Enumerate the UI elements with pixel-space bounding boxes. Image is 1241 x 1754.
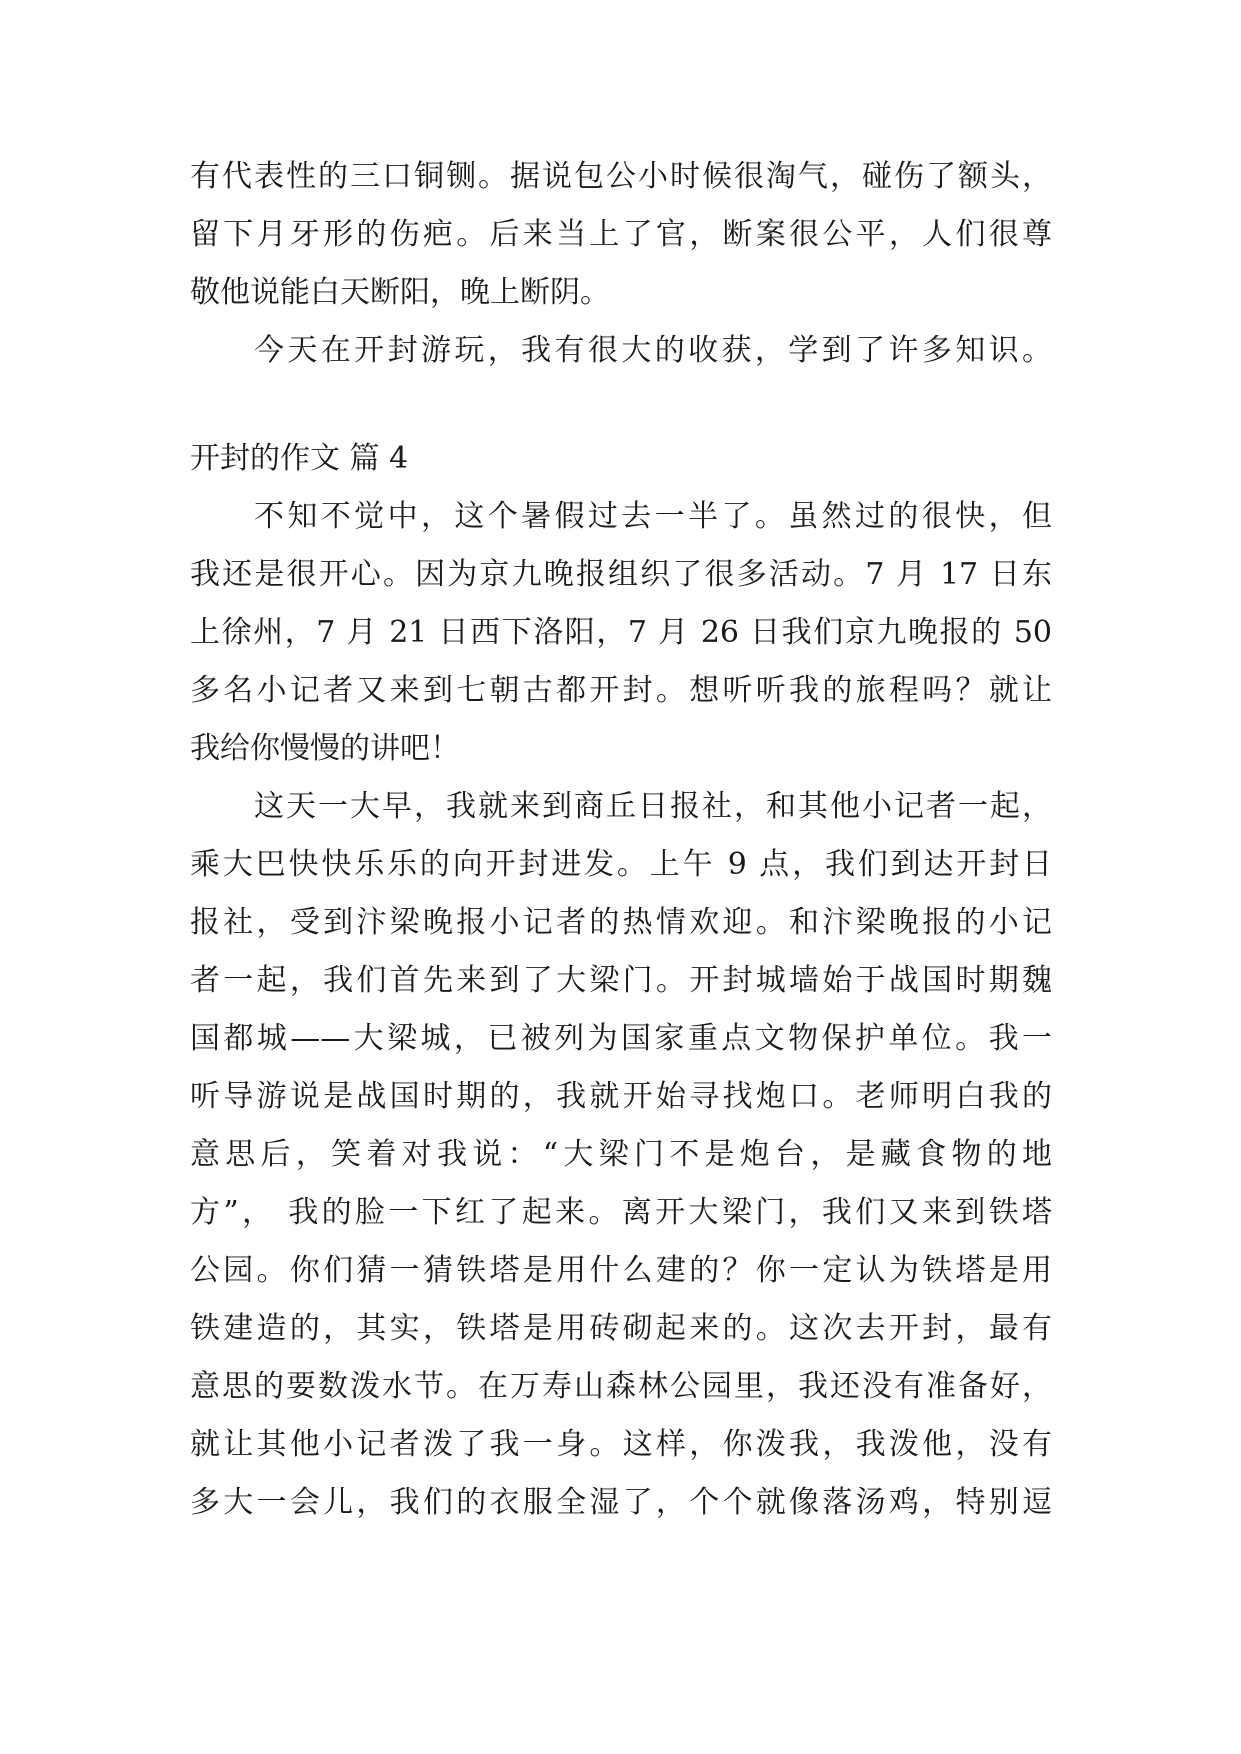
text-line: 多名小记者又来到七朝古都开封。想听听我的旅程吗？就让 <box>190 673 1052 708</box>
text-line: 敬他说能白天断阳，晚上断阴。 <box>190 275 610 310</box>
text-line: 听导游说是战国时期的，我就开始寻找炮口。老师明白我的 <box>190 1079 1052 1114</box>
section-heading: 开封的作文 篇 4 <box>190 441 409 476</box>
text-line: 意思的要数泼水节。在万寿山森林公园里，我还没有准备好， <box>190 1369 1052 1404</box>
text-line: 者一起，我们首先来到了大梁门。开封城墙始于战国时期魏 <box>190 963 1052 998</box>
text-line: 我还是很开心。因为京九晚报组织了很多活动。7 月 17 日东 <box>190 557 1052 592</box>
text-line: 就让其他小记者泼了我一身。这样，你泼我，我泼他，没有 <box>190 1427 1052 1462</box>
text-line: 留下月牙形的伤疤。后来当上了官，断案很公平，人们很尊 <box>190 217 1052 252</box>
text-line: 乘大巴快快乐乐的向开封进发。上午 9 点，我们到达开封日 <box>190 847 1052 882</box>
text-line: 这天一大早，我就来到商丘日报社，和其他小记者一起， <box>254 789 1052 824</box>
text-line: 公园。你们猜一猜铁塔是用什么建的？你一定认为铁塔是用 <box>190 1253 1052 1288</box>
text-line: 铁建造的，其实，铁塔是用砖砌起来的。这次去开封，最有 <box>190 1311 1052 1346</box>
text-line: 有代表性的三口铜铡。据说包公小时候很淘气，碰伤了额头， <box>190 159 1052 194</box>
document-page <box>190 148 1052 1532</box>
text-line: 报社，受到汴梁晚报小记者的热情欢迎。和汴梁晚报的小记 <box>190 905 1052 940</box>
text-line: 不知不觉中，这个暑假过去一半了。虽然过的很快，但 <box>254 499 1052 534</box>
text-line: 上徐州，7 月 21 日西下洛阳，7 月 26 日我们京九晚报的 50 <box>190 615 1052 650</box>
text-line: 意思后，笑着对我说：“大梁门不是炮台，是藏食物的地 <box>190 1137 1052 1172</box>
text-line: 我给你慢慢的讲吧！ <box>190 731 460 766</box>
text-line: 国都城——大梁城，已被列为国家重点文物保护单位。我一 <box>190 1021 1052 1056</box>
text-line: 多大一会儿，我们的衣服全湿了，个个就像落汤鸡，特别逗 <box>190 1485 1052 1520</box>
text-line: 今天在开封游玩，我有很大的收获，学到了许多知识。 <box>254 333 1052 368</box>
text-line: 方”， 我的脸一下红了起来。离开大梁门，我们又来到铁塔 <box>190 1195 1052 1230</box>
